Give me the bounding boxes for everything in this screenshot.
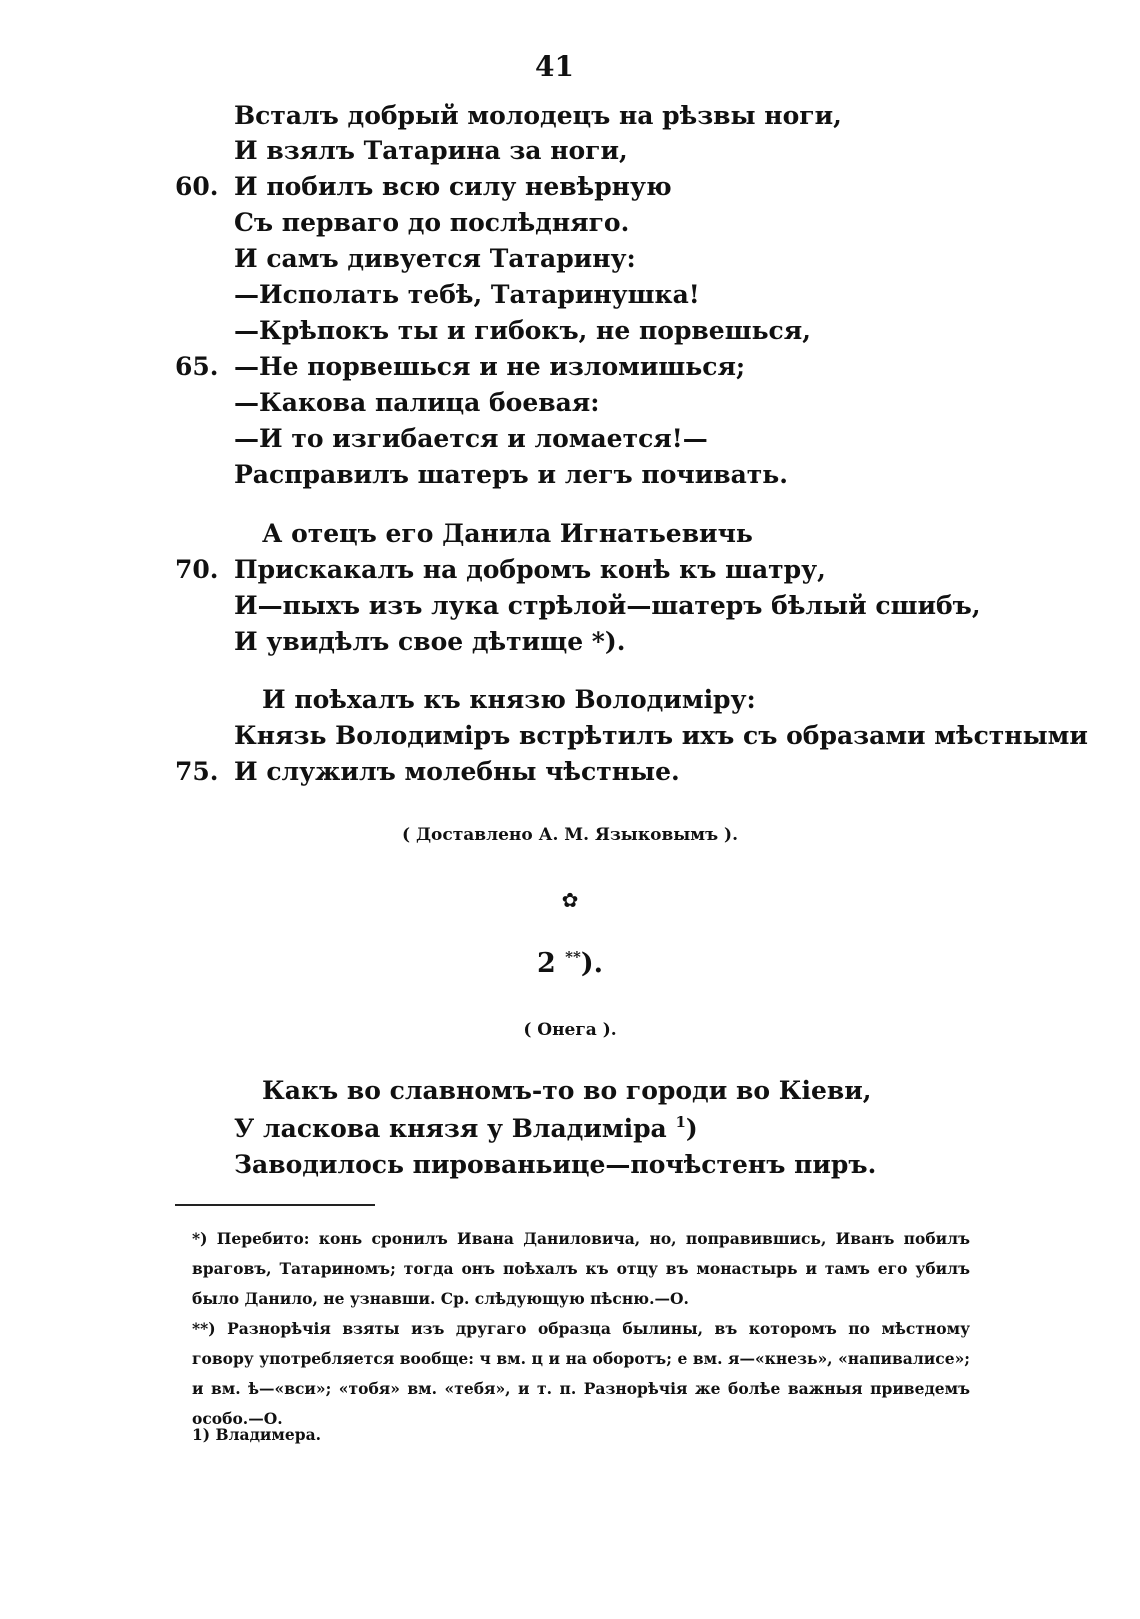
line-number: 75. (175, 757, 219, 786)
song-number (0, 948, 1140, 979)
verse-line (0, 101, 1140, 139)
verse-line (0, 721, 1140, 759)
verse-line (0, 519, 1140, 557)
footnote-divider (175, 1204, 375, 1206)
verse-line (0, 136, 1140, 174)
verse-text: Расправилъ шатеръ и легъ почивать. (234, 460, 788, 489)
verse-text: Прискакалъ на добромъ конѣ къ шатру, (234, 555, 826, 584)
song-number-close: ). (580, 948, 604, 979)
verse-text: Всталъ добрый молодецъ на рѣзвы ноги, (234, 101, 842, 130)
verse-text: —И то изгибается и ломается!— (234, 424, 708, 453)
song-footnote-mark: ** (565, 948, 581, 966)
verse-line (0, 280, 1140, 318)
verse-text: Какъ во славномъ-то во городи во Кіеви, (262, 1076, 872, 1105)
verse-line (0, 316, 1140, 354)
verse-line (0, 424, 1140, 462)
verse-text: А отецъ его Данила Игнатьевичь (262, 519, 753, 548)
verse-text: Заводилось пированьице—почѣстенъ пиръ. (234, 1150, 877, 1179)
verse-line (0, 627, 1140, 665)
verse-text-main: У ласкова князя у Владиміра (234, 1114, 667, 1143)
verse-line (0, 172, 1140, 210)
verse-line (0, 208, 1140, 246)
ornament-icon: ✿ (561, 888, 579, 912)
footnote (170, 1420, 970, 1450)
verse-line (0, 352, 1140, 390)
verse-text: Князь Володиміръ встрѣтилъ ихъ съ образами мѣстными (234, 721, 1088, 750)
attribution: ( Доставлено А. М. Языковымъ ). (401, 825, 738, 845)
verse-line (0, 388, 1140, 426)
verse-text: И побилъ всю силу невѣрную (234, 172, 672, 201)
verse-text: И—пыхъ изъ лука стрѣлой—шатеръ бѣлый сшибъ, (234, 591, 981, 620)
verse-line (0, 591, 1140, 629)
footnote (170, 1224, 970, 1314)
verse-line (0, 685, 1140, 723)
verse-text: —Не порвешься и не изломишься; (234, 352, 746, 381)
verse-text: И служилъ молебны чѣстные. (234, 757, 680, 786)
verse-line (0, 555, 1140, 593)
verse-line (0, 757, 1140, 795)
footnote (170, 1314, 970, 1434)
verse-footnote-close: ) (685, 1114, 698, 1143)
verse-text: —Исполать тебѣ, Татаринушка! (234, 280, 700, 309)
page-number: 41 (535, 50, 574, 83)
verse-line (0, 1113, 1140, 1151)
verse-line (0, 244, 1140, 282)
verse-text: Съ перваго до послѣдняго. (234, 208, 630, 237)
footnote-text: 1) Владимера. (192, 1425, 322, 1444)
verse-text: И поѣхалъ къ князю Володиміру: (262, 685, 756, 714)
line-number: 65. (175, 352, 219, 381)
verse-text: И увидѣлъ свое дѣтище *). (234, 627, 626, 656)
footnote-text: **) Разнорѣчія взяты изъ другаго образца былины, въ которомъ по мѣстному говору употребляется вообще: ч вм. ц и на оборотъ; е вм. я—«кнезь», «напивалисе»; и вм. ѣ—«вси»; «тобя» вм. «тебя», и т. п. Разнорѣчія же болѣе важныя приведемъ особо.—О. (192, 1319, 970, 1428)
verse-line (0, 1076, 1140, 1114)
song-number-value: 2 (536, 948, 556, 979)
footnote-text: *) Перебито: конь сронилъ Ивана Даниловича, но, поправившись, Иванъ побилъ враговъ, Татариномъ; тогда онъ поѣхалъ къ отцу въ монастырь и тамъ его убилъ было Данило, не узнавши. Ср. слѣдующую пѣсню.—О. (192, 1229, 970, 1308)
verse-line (0, 1150, 1140, 1188)
verse-text: —Крѣпокъ ты и гибокъ, не порвешься, (234, 316, 811, 345)
verse-text: И самъ дивуется Татарину: (234, 244, 636, 273)
line-number: 70. (175, 555, 219, 584)
line-number: 60. (175, 172, 219, 201)
verse-footnote-mark: 1 (675, 1113, 686, 1131)
place-label: ( Онега ). (523, 1020, 617, 1040)
verse-text: —Какова палица боевая: (234, 388, 600, 417)
verse-text (234, 1113, 698, 1143)
verse-line (0, 460, 1140, 498)
verse-text: И взялъ Татарина за ноги, (234, 136, 628, 165)
